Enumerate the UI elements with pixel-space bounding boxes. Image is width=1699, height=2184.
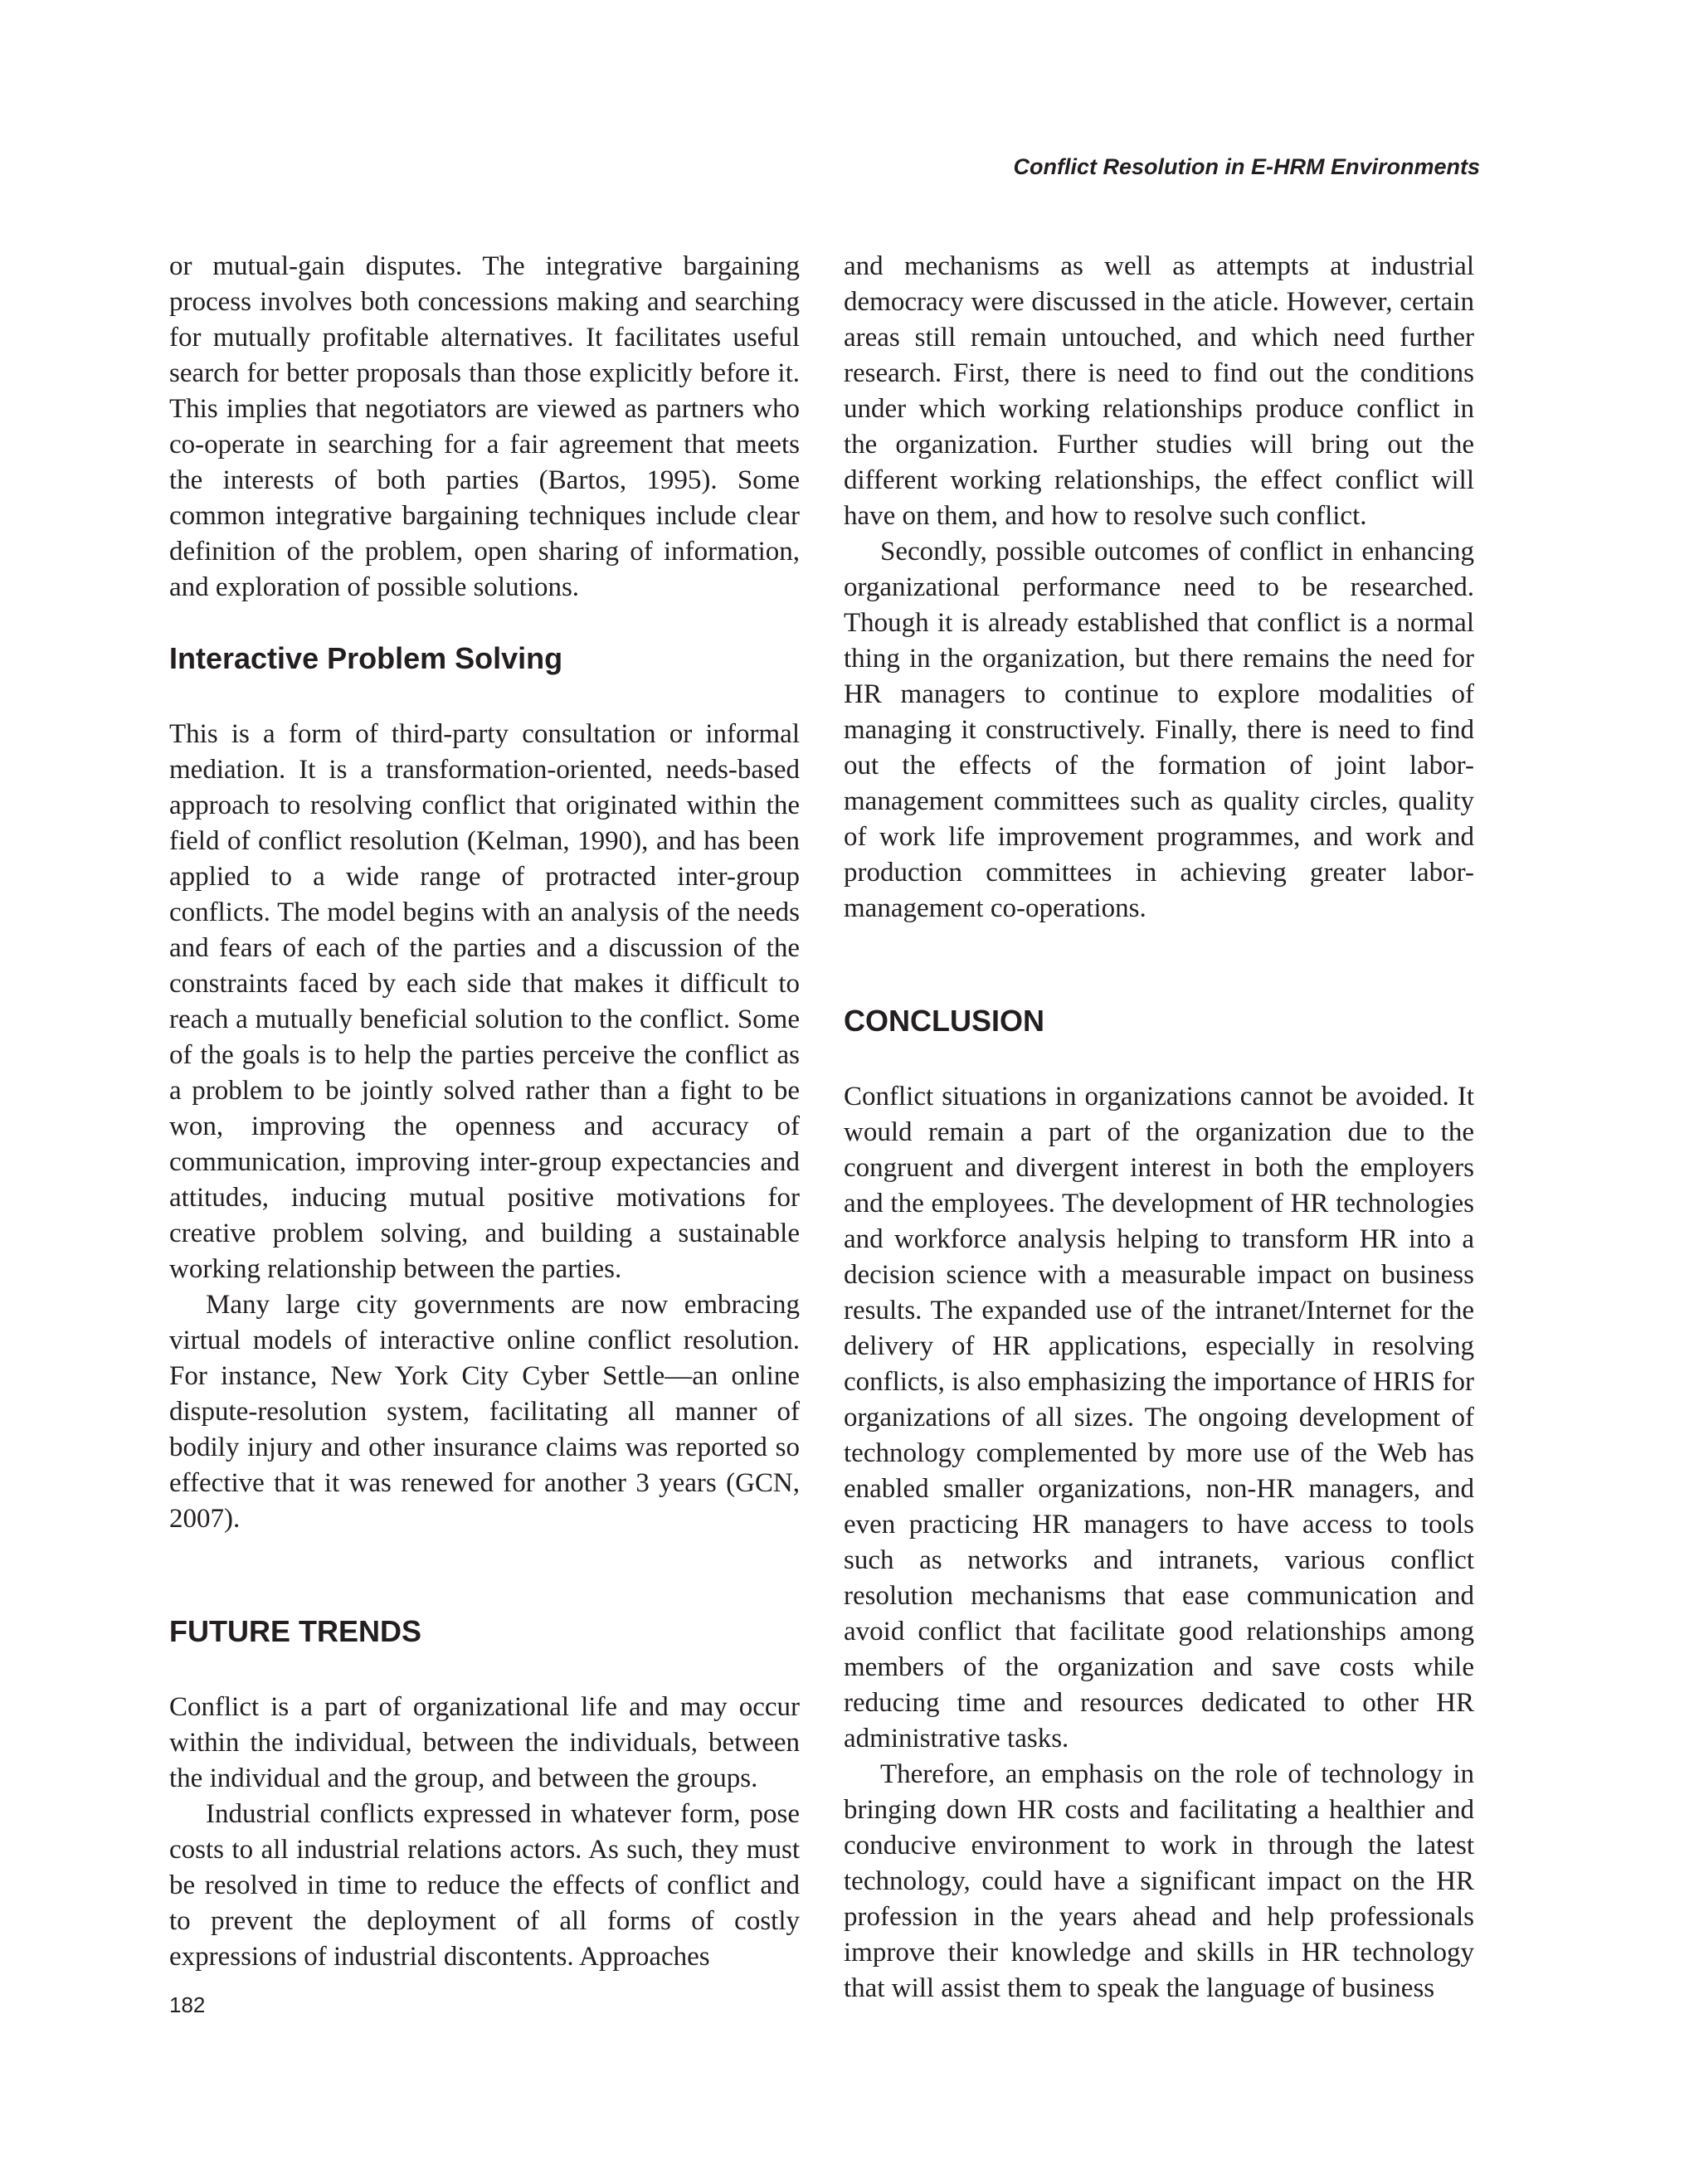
- running-head: Conflict Resolution in E-HRM Environments: [1013, 154, 1480, 179]
- paragraph-integrative-bargaining: or mutual-gain disputes. The integrative bargaining process involves both concessions making and searching for mutually profitable alternatives. It facilitates useful search for better proposals than those explicitly before it. This implies that negotiators are viewed as partners who co-operate in searching for a fair agreement that meets the interests of both parties (Bartos, 1995). Some common integrative bargaining techniques include clear definition of the problem, open sharing of information, and exploration of possible solutions.: [169, 251, 800, 602]
- right-column: [844, 249, 1474, 2006]
- paragraph-conflict-part-of-life: Conflict is a part of organizational life and may occur within the individual, between the individuals, between the individual and the group, and between the groups.: [169, 1692, 800, 1793]
- left-column: [169, 249, 800, 1975]
- paragraph-therefore: Therefore, an emphasis on the role of technology in bringing down HR costs and facilitating a healthier and conducive environment to work in through the latest technology, could have a significant impact on the HR profession in the years ahead and help professionals improve their knowledge and skills in HR technology that will assist them to speak the language of business: [844, 1759, 1474, 2003]
- heading-conclusion: CONCLUSION: [844, 1004, 1044, 1038]
- heading-future-trends: FUTURE TRENDS: [169, 1614, 421, 1648]
- paragraph-industrial-conflicts: Industrial conflicts expressed in whatever form, pose costs to all industrial relations actors. As such, they must be resolved in time to reduce the effects of conflict and to prevent the deployment of all forms of costly expressions of industrial discontents. Approaches: [169, 1799, 800, 1972]
- paragraph-possible-outcomes: Secondly, possible outcomes of conflict in enhancing organizational performance need to be researched. Though it is already established that conflict is a normal thing in the organization, but there remains the need for HR managers to continue to explore modalities of managing it constructively. Finally, there is need to find out the effects of the formation of joint labor-management committees such as quality circles, quality of work life improvement programmes, and work and production committees in achieving greater labor-management co-operations.: [844, 537, 1474, 923]
- paragraph-mechanisms: and mechanisms as well as attempts at industrial democracy were discussed in the aticle. However, certain areas still remain untouched, and which need further research. First, there is need to find out the conditions under which working relationships produce conflict in the organization. Further studies will bring out the different working relationships, the effect conflict will have on them, and how to resolve such conflict.: [844, 251, 1474, 531]
- paragraph-city-governments: Many large city governments are now embracing virtual models of interactive online conflict resolution. For instance, New York City Cyber Settle—an online dispute-resolution system, facilitating all manner of bodily injury and other insurance claims was reported so effective that it was renewed for another 3 years (GCN, 2007).: [169, 1290, 800, 1534]
- page-number: 182: [169, 1992, 206, 2017]
- paragraph-conflict-situations: Conflict situations in organizations cannot be avoided. It would remain a part of the organization due to the congruent and divergent interest in both the employers and the employees. The development of HR technologies and workforce analysis helping to transform HR into a decision science with a measurable impact on business results. The expanded use of the intranet/Internet for the delivery of HR applications, especially in resolving conflicts, is also emphasizing the importance of HRIS for organizations of all sizes. The ongoing development of technology complemented by more use of the Web has enabled smaller organizations, non-HR managers, and even practicing HR managers to have access to tools such as networks and intranets, various conflict resolution mechanisms that ease communication and avoid conflict that facilitate good relationships among members of the organization and save costs while reducing time and resources dedicated to other HR administrative tasks.: [844, 1082, 1474, 1754]
- paragraph-third-party-consultation: This is a form of third-party consultation or informal mediation. It is a transformation-oriented, needs-based approach to resolving conflict that originated within the field of conflict resolution (Kelman, 1990), and has been applied to a wide range of protracted inter-group conflicts. The model begins with an analysis of the needs and fears of each of the parties and a discussion of the constraints faced by each side that makes it difficult to reach a mutually beneficial solution to the conflict. Some of the goals is to help the parties perceive the conflict as a problem to be jointly solved rather than a fight to be won, improving the openness and accuracy of communication, improving inter-group expectancies and attitudes, inducing mutual positive motivations for creative problem solving, and building a sustainable working relationship between the parties.: [169, 719, 800, 1284]
- heading-interactive-problem-solving: Interactive Problem Solving: [169, 641, 563, 675]
